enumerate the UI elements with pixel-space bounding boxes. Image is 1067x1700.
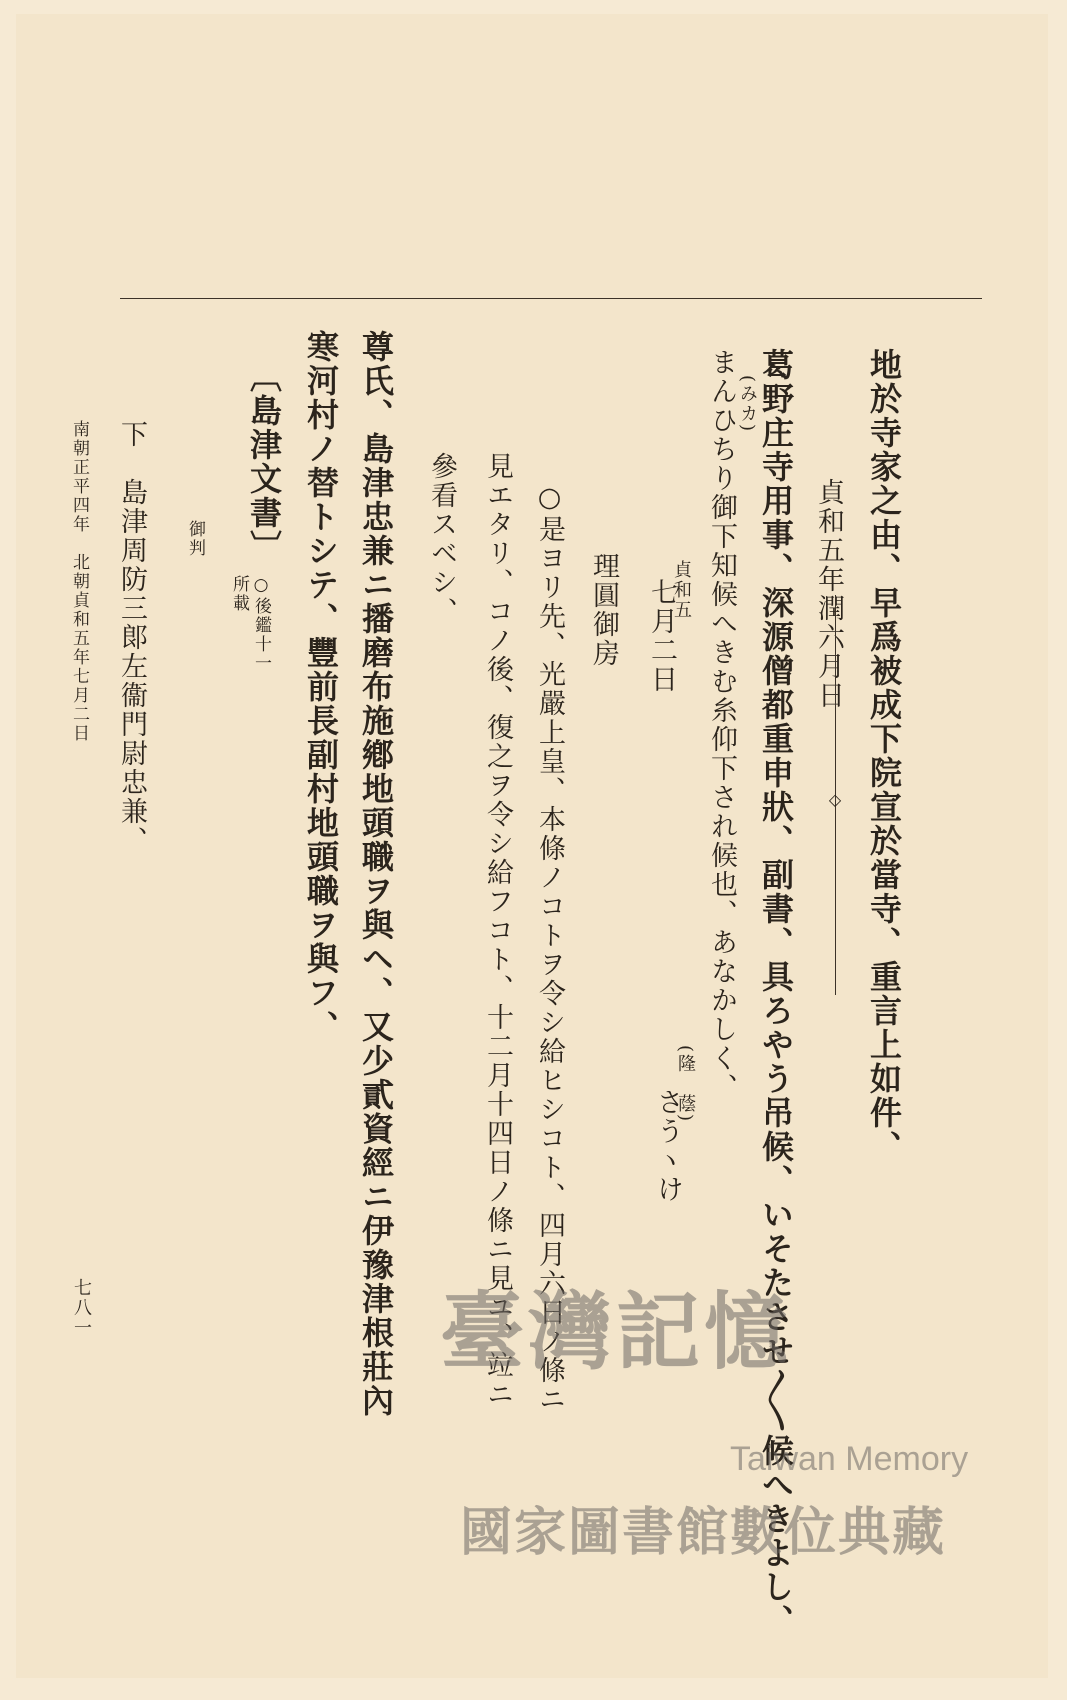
letter-date: 七月二日	[646, 578, 677, 694]
main-line-1: 尊氏、島津忠兼ニ播磨布施鄕地頭職ヲ與ヘ、又少貳資經ニ伊豫津根莊內	[357, 330, 395, 1418]
seal-mark: 御判	[185, 520, 205, 558]
watermark-subtitle: Taiwan Memory	[730, 1440, 969, 1478]
source-note-1: ○後鑑十一	[251, 575, 271, 673]
watermark-title: 臺灣記憶	[440, 1282, 793, 1381]
upper-date: 貞和五年潤六月日	[813, 478, 844, 710]
letter-line-2: まんひちり御下知候へきむ糸仰下され候也、あなかしく、	[706, 348, 737, 1102]
separator-ornament: ◇	[828, 790, 842, 809]
watermark-org: 國家圖書館數位典藏	[460, 1502, 947, 1563]
date-prefix: 貞和五	[671, 560, 692, 620]
addressee: 理圓御房	[588, 552, 619, 668]
doc-line-1: 下 島津周防三郞左衞門尉忠兼、	[116, 420, 147, 855]
signature: さうヽけ	[652, 1088, 683, 1204]
source-note-2: 所載	[229, 575, 249, 613]
body-line-3: 參看スベシ、	[426, 452, 457, 626]
body-line-1: ○是ヨリ先、光嚴上皇、本條ノコトヲ令シ給ヒシコト、四月六日ノ條ニ	[534, 482, 565, 1414]
body-line-2: 見エタリ、コノ後、復之ヲ令シ給フコト、十二月十四日ノ條ニ見ユ、竝ニ	[482, 452, 513, 1409]
date-side-note: 南朝正平四年 北朝貞和五年七月二日	[69, 420, 89, 743]
reading-note-2: (隆 蔭)	[675, 1045, 696, 1124]
source-title: 〔島津文書〕	[245, 360, 283, 564]
reading-note: (みカ)	[737, 375, 758, 434]
upper-line-1: 地於寺家之由、早爲被成下院宣於當寺、重言上如件、	[865, 348, 903, 1164]
horizontal-rule	[120, 298, 982, 299]
main-line-2: 寒河村ノ替トシテ、豐前長副村地頭職ヲ與フ、	[302, 330, 340, 1044]
letter-line-1: 葛野庄寺用事、深源僧都重申狀、副書、具ろやう吊候、いそたさせ〳〵候へきよし、	[757, 348, 795, 1638]
page-number: 七八一	[71, 1278, 92, 1338]
